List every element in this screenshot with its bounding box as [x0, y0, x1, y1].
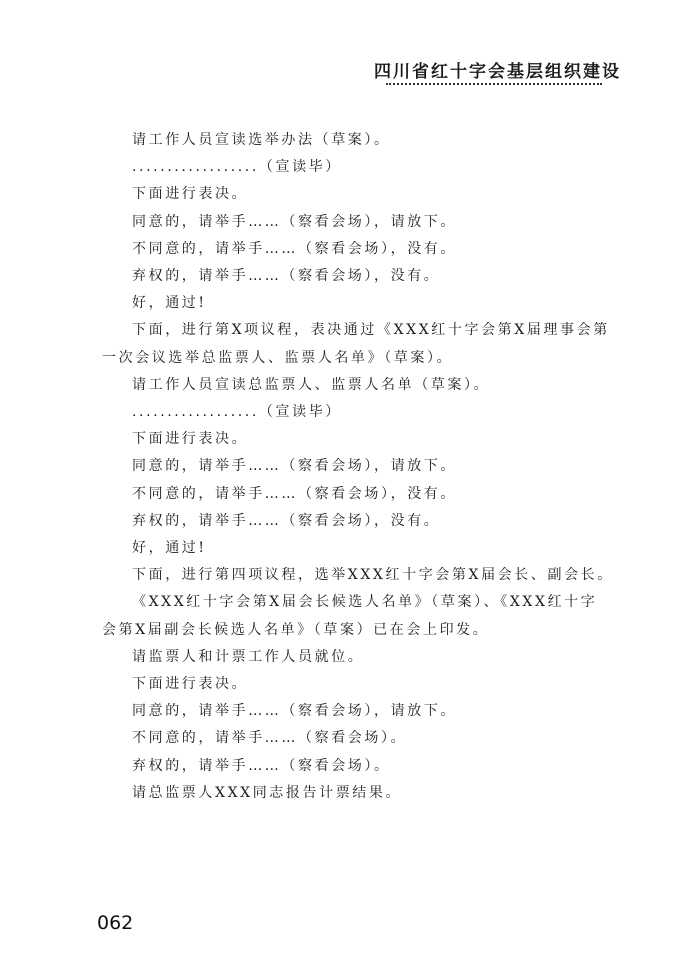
paragraph: ..................（宣读毕） [132, 404, 342, 421]
document-body [102, 127, 614, 807]
paragraph: 好，通过! [132, 540, 207, 557]
page-number: 062 [97, 912, 134, 934]
paragraph: 会第X届副会长候选人名单》（草案）已在会上印发。 [102, 621, 490, 638]
paragraph: 不同意的，请举手……（察看会场），没有。 [132, 485, 457, 502]
paragraph: 同意的，请举手……（察看会场），请放下。 [132, 213, 457, 230]
paragraph: 下面进行表决。 [132, 431, 249, 448]
paragraph: 同意的，请举手……（察看会场），请放下。 [132, 458, 457, 475]
paragraph: 同意的，请举手……（察看会场），请放下。 [132, 703, 457, 720]
paragraph: 好，通过! [132, 295, 207, 312]
paragraph: 请监票人和计票工作人员就位。 [132, 648, 365, 665]
paragraph: 不同意的，请举手……（察看会场），没有。 [132, 240, 457, 257]
paragraph: 下面，进行第四项议程，选举XXX红十字会第X届会长、副会长。 [132, 567, 614, 584]
paragraph: 一次会议选举总监票人、监票人名单》（草案）。 [102, 349, 454, 366]
header-dotted-rule [386, 83, 602, 85]
paragraph: ..................（宣读毕） [132, 159, 342, 176]
paragraph: 请工作人员宣读选举办法（草案）。 [132, 132, 391, 148]
paragraph: 下面，进行第X项议程，表决通过《XXX红十字会第X届理事会第 [132, 322, 610, 339]
paragraph: 弃权的，请举手……（察看会场），没有。 [132, 512, 441, 529]
paragraph: 弃权的，请举手……（察看会场），没有。 [132, 268, 441, 285]
running-header-title: 四川省红十字会基层组织建设 [374, 62, 621, 82]
paragraph: 请总监票人XXX同志报告计票结果。 [132, 784, 403, 801]
paragraph: 请工作人员宣读总监票人、监票人名单（草案）。 [132, 376, 491, 393]
paragraph: 弃权的，请举手……（察看会场）。 [132, 757, 391, 774]
paragraph: 下面进行表决。 [132, 676, 249, 693]
paragraph: 不同意的，请举手……（察看会场）。 [132, 730, 408, 747]
paragraph: 下面进行表决。 [132, 186, 249, 203]
paragraph: 《XXX红十字会第X届会长候选人名单》（草案）、《XXX红十字 [132, 594, 598, 611]
